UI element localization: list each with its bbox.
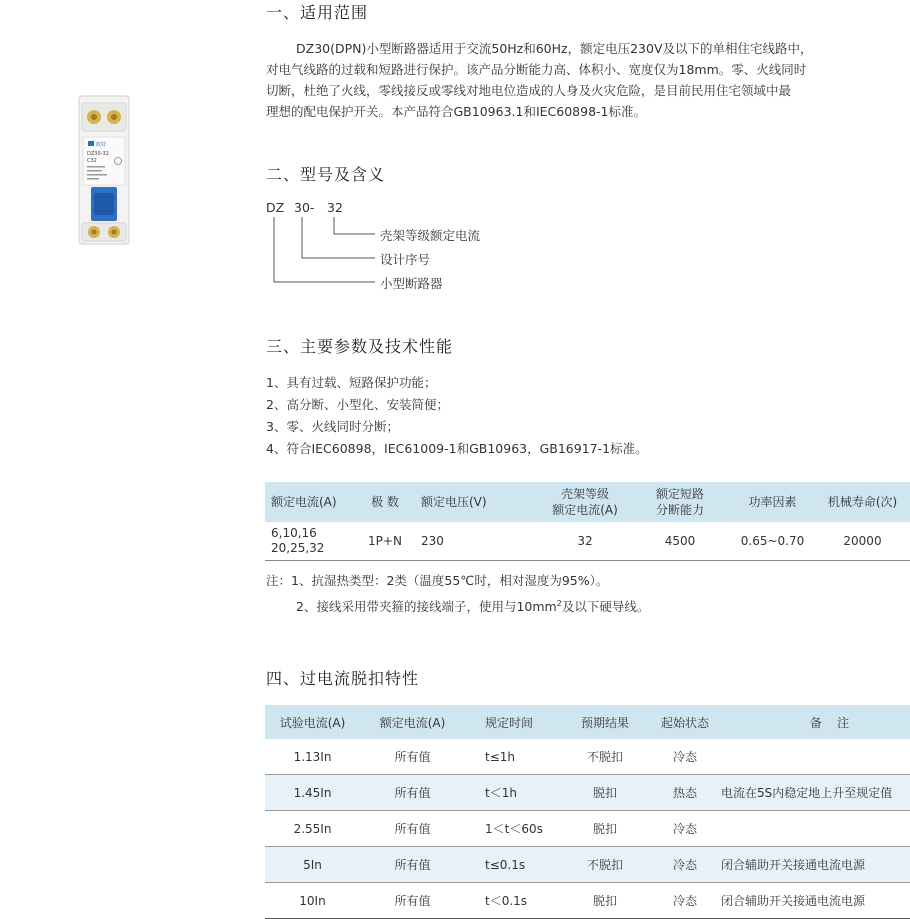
cell-poles: 1P+N	[355, 522, 415, 561]
cell-result: 脱扣	[560, 811, 650, 847]
feature-item: 3、零、火线同时分断；	[266, 419, 399, 434]
circuit-breaker-image	[78, 95, 130, 245]
cell-remarks	[720, 739, 910, 775]
header-poles: 极 数	[355, 482, 415, 522]
table-row	[265, 775, 910, 811]
note-terminals: 2、接线采用带夹箍的接线端子，使用与$10mm^2$及以下硬导线。	[296, 599, 650, 615]
feature-item: 4、符合IEC60898，IEC61009-1和GB10963，GB16917-1标准。	[266, 441, 648, 456]
cell-time: 1＜t＜60s	[465, 811, 560, 847]
cell-time: t＜1h	[465, 775, 560, 811]
cell-time: t＜0.1s	[465, 883, 560, 919]
cell-mechanical-life: 20000	[815, 522, 910, 561]
cell-result: 不脱扣	[560, 847, 650, 883]
cell-rated-current: 所有值	[360, 847, 465, 883]
header-power-factor: 功率因素	[730, 482, 815, 522]
cell-test-current: 2.55In	[265, 811, 360, 847]
section-heading-scope: 一、适用范围	[266, 3, 369, 22]
cell-remarks	[720, 811, 910, 847]
cell-test-current: 1.13In	[265, 739, 360, 775]
header-test-current: 试验电流(A)	[265, 705, 360, 739]
svg-text:C32: C32	[87, 158, 97, 164]
header-remarks: 备 注	[720, 705, 910, 739]
parameters-table	[265, 482, 910, 561]
cell-initial-state: 冷态	[650, 883, 720, 919]
header-rated-current: 额定电流(A)	[265, 482, 355, 522]
model-code-32: 32	[327, 200, 343, 215]
header-mechanical-life: 机械寿命(次)	[815, 482, 910, 522]
model-lines-diagram	[260, 215, 390, 290]
header-result: 预期结果	[560, 705, 650, 739]
scope-paragraph	[266, 38, 910, 122]
model-code-30: 30-	[294, 200, 315, 215]
cell-frame-current: 32	[540, 522, 630, 561]
scope-line: 对电气线路的过载和短路进行保护。该产品分断能力高、体积小、宽度仅为18mm。零、火线同时	[266, 62, 807, 77]
section-heading-trip: 四、过电流脱扣特性	[266, 669, 420, 688]
table-row	[265, 883, 910, 919]
model-label-type: 小型断路器	[380, 276, 443, 291]
header-initial-state: 起始状态	[650, 705, 720, 739]
table-row	[265, 847, 910, 883]
cell-power-factor: 0.65~0.70	[730, 522, 815, 561]
section-heading-model: 二、型号及含义	[266, 165, 386, 184]
scope-line: 理想的配电保护开关。本产品符合GB10963.1和IEC60898-1标准。	[266, 104, 646, 119]
cell-voltage: 230	[415, 522, 540, 561]
cell-initial-state: 热态	[650, 775, 720, 811]
section-heading-params: 三、主要参数及技术性能	[266, 337, 454, 356]
cell-remarks: 电流在5S内稳定地上升至规定值	[720, 775, 910, 811]
feature-list	[266, 372, 648, 460]
feature-item: 2、高分断、小型化、安装简便；	[266, 397, 449, 412]
cell-test-current: 1.45In	[265, 775, 360, 811]
cell-result: 脱扣	[560, 775, 650, 811]
model-label-serial: 设计序号	[380, 252, 431, 267]
cell-result: 脱扣	[560, 883, 650, 919]
header-voltage: 额定电压(V)	[415, 482, 540, 522]
note-humidity: 注：1、抗湿热类型：2类（温度55℃时，相对湿度为95%）。	[266, 573, 609, 588]
svg-text:DZ30-32: DZ30-32	[87, 151, 109, 157]
feature-item: 1、具有过载、短路保护功能；	[266, 375, 437, 390]
cell-result: 不脱扣	[560, 739, 650, 775]
cell-test-current: 10In	[265, 883, 360, 919]
cell-remarks: 闭合辅助开关接通电流电源	[720, 847, 910, 883]
trip-characteristics-table	[265, 705, 910, 919]
cell-time: t≤0.1s	[465, 847, 560, 883]
table-row	[265, 522, 910, 561]
header-rated-current: 额定电流(A)	[360, 705, 465, 739]
svg-text:欧特: 欧特	[96, 142, 107, 148]
model-code-dz: DZ	[266, 200, 285, 215]
header-breaking-capacity: 额定短路 分断能力	[630, 482, 730, 522]
cell-initial-state: 冷态	[650, 811, 720, 847]
trip-table-header	[265, 705, 910, 739]
header-frame-current: 壳架等级 额定电流(A)	[540, 482, 630, 522]
scope-line: 切断，杜绝了火线，零线接反或零线对地电位造成的人身及火灾危险，是目前民用住宅领域中最	[266, 83, 792, 98]
cell-rated-current: 所有值	[360, 811, 465, 847]
cell-rated-current: 6,10,16 20,25,32	[265, 522, 355, 561]
table-row	[265, 811, 910, 847]
cell-rated-current: 所有值	[360, 775, 465, 811]
cell-time: t≤1h	[465, 739, 560, 775]
cell-initial-state: 冷态	[650, 739, 720, 775]
cell-rated-current: 所有值	[360, 739, 465, 775]
table-row	[265, 739, 910, 775]
cell-remarks: 闭合辅助开关接通电流电源	[720, 883, 910, 919]
cell-test-current: 5In	[265, 847, 360, 883]
cell-breaking-capacity: 4500	[630, 522, 730, 561]
scope-line: DZ30(DPN)小型断路器适用于交流50Hz和60Hz，额定电压230V及以下的单相住宅线路中，	[296, 41, 813, 56]
header-time: 规定时间	[465, 705, 560, 739]
parameters-table-header	[265, 482, 910, 522]
cell-rated-current: 所有值	[360, 883, 465, 919]
cell-initial-state: 冷态	[650, 847, 720, 883]
model-label-current: 壳架等级额定电流	[380, 228, 481, 243]
